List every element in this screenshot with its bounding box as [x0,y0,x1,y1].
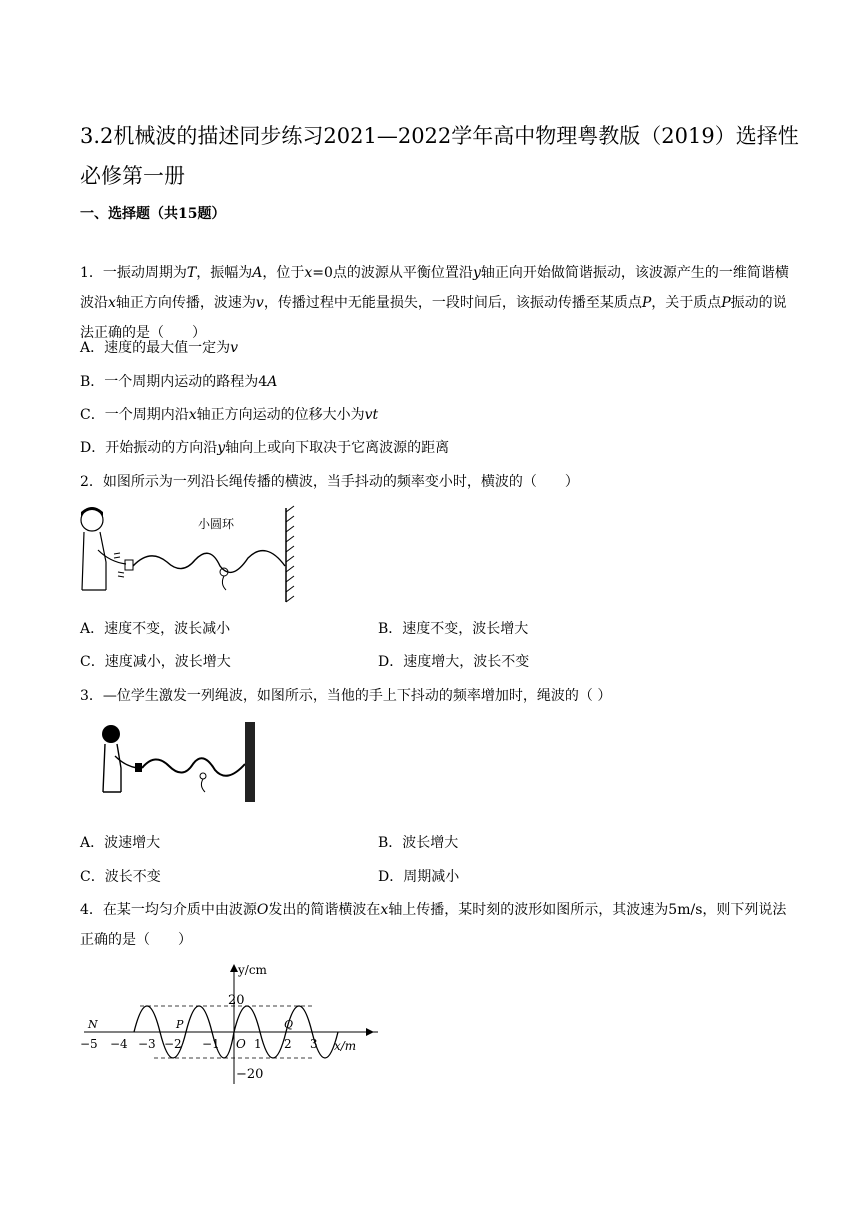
svg-text:−4: −4 [110,1037,128,1051]
question-2-option-d: D．速度增大，波长不变 [378,654,530,670]
question-1-option-a: A．速度的最大值一定为v [80,340,239,356]
svg-text:−3: −3 [138,1037,156,1051]
question-1-option-b: B．一个周期内运动的路程为4A [80,374,278,390]
y-axis-label: y/cm [238,963,267,977]
svg-text:1: 1 [254,1037,262,1051]
svg-text:20: 20 [228,993,245,1008]
question-1-option-c: C．一个周期内沿x轴正方向运动的位移大小为vt [80,407,379,423]
question-4-stem: 4．在某一均匀介质中由波源O发出的简谐横波在x轴上传播，某时刻的波形如图所示，其波速为5m/s，则下列说法正确的是（ ） [80,902,787,948]
question-3-figure [95,718,275,804]
question-2-figure [70,500,310,610]
svg-text:−20: −20 [236,1067,264,1082]
question-3-option-c: C．波长不变 [80,869,161,885]
svg-text:3: 3 [310,1037,318,1051]
question-3-stem: 3．—位学生激发一列绳波，如图所示，当他的手上下抖动的频率增加时，绳波的（ ） [80,688,612,704]
svg-text:−5: −5 [80,1037,98,1051]
point-p-label: P [176,1018,184,1031]
question-4-wave-graph [78,960,378,1090]
section-heading: 一、选择题（共15题） [80,206,226,222]
page-title: 3.2机械波的描述同步练习2021—2022学年高中物理粤教版（2019）选择性必修第一册 [80,124,799,188]
question-3-option-d: D．周期减小 [378,869,460,885]
svg-text:2: 2 [284,1037,292,1051]
question-3-option-b: B．波长增大 [378,835,459,851]
svg-text:−1: −1 [202,1037,220,1051]
question-2-option-c: C．速度减小，波长增大 [80,654,231,670]
question-2-option-b: B．速度不变，波长增大 [378,621,529,637]
svg-text:−2: −2 [164,1037,182,1051]
ring-label: 小圆环 [198,517,235,531]
x-axis-label: x/m [334,1039,357,1053]
svg-text:O: O [236,1037,246,1051]
point-n-label: N [88,1018,98,1031]
point-q-label: Q [284,1018,294,1031]
question-2-option-a: A．速度不变，波长减小 [80,621,231,637]
question-1-stem: 1．一振动周期为T，振幅为A，位于x=0点的波源从平衡位置沿y轴正向开始做简谐振动，该波源产生的一维简谐横波沿x轴正方向传播，波速为v，传播过程中无能量损失，一段时间后，该振动传播至某质点P，关于质点P振动的说法正确的是（ ） [80,265,789,341]
question-3-option-a: A．波速增大 [80,835,161,851]
question-1-option-d: D．开始振动的方向沿y轴向上或向下取决于它离波源的距离 [80,440,450,456]
question-2-stem: 2．如图所示为一列沿长绳传播的横波，当手抖动的频率变小时，横波的（ ） [80,474,579,490]
